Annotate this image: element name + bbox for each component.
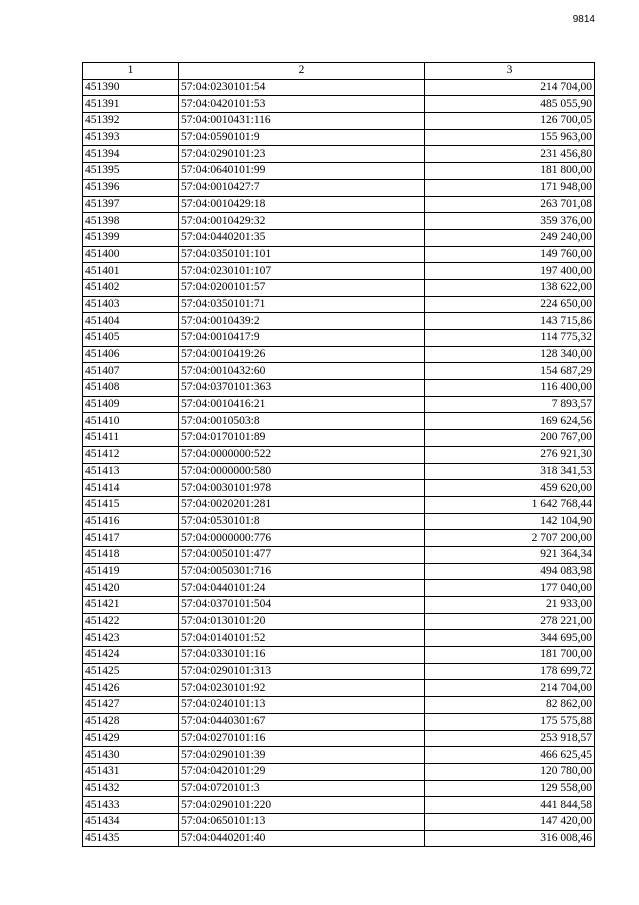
row-number-cell: 451428 — [83, 713, 179, 730]
amount-cell: 82 862,00 — [425, 697, 595, 714]
amount-cell: 128 340,00 — [425, 346, 595, 363]
cadastral-number-cell: 57:04:0000000:776 — [179, 530, 425, 547]
amount-cell: 171 948,00 — [425, 179, 595, 196]
cadastral-number-cell: 57:04:0000000:580 — [179, 463, 425, 480]
table-row — [83, 430, 595, 447]
table-row — [83, 263, 595, 280]
cadastral-number-cell: 57:04:0230101:54 — [179, 79, 425, 96]
table-row — [83, 496, 595, 513]
row-number-cell: 451418 — [83, 546, 179, 563]
amount-cell: 224 650,00 — [425, 296, 595, 313]
row-number-cell: 451424 — [83, 647, 179, 664]
cadastral-number-cell: 57:04:0050301:716 — [179, 563, 425, 580]
table-row — [83, 730, 595, 747]
cadastral-number-cell: 57:04:0590101:9 — [179, 129, 425, 146]
amount-cell: 249 240,00 — [425, 229, 595, 246]
table-header — [83, 63, 595, 80]
row-number-cell: 451412 — [83, 446, 179, 463]
cadastral-number-cell: 57:04:0350101:71 — [179, 296, 425, 313]
amount-cell: 459 620,00 — [425, 480, 595, 497]
table-row — [83, 530, 595, 547]
amount-cell: 466 625,45 — [425, 747, 595, 764]
amount-cell: 2 707 200,00 — [425, 530, 595, 547]
cadastral-number-cell: 57:04:0010432:60 — [179, 363, 425, 380]
table-row — [83, 346, 595, 363]
amount-cell: 197 400,00 — [425, 263, 595, 280]
row-number-cell: 451391 — [83, 96, 179, 113]
amount-cell: 278 221,00 — [425, 613, 595, 630]
cadastral-number-cell: 57:04:0010431:116 — [179, 113, 425, 130]
amount-cell: 231 456,80 — [425, 146, 595, 163]
amount-cell: 154 687,29 — [425, 363, 595, 380]
row-number-cell: 451413 — [83, 463, 179, 480]
row-number-cell: 451408 — [83, 380, 179, 397]
amount-cell: 359 376,00 — [425, 213, 595, 230]
row-number-cell: 451396 — [83, 179, 179, 196]
amount-cell: 494 083,98 — [425, 563, 595, 580]
cadastral-number-cell: 57:04:0720101:3 — [179, 780, 425, 797]
table-row — [83, 313, 595, 330]
row-number-cell: 451394 — [83, 146, 179, 163]
amount-cell: 175 575,88 — [425, 713, 595, 730]
table-row — [83, 663, 595, 680]
table-row — [83, 546, 595, 563]
row-number-cell: 451410 — [83, 413, 179, 430]
table-row — [83, 296, 595, 313]
cadastral-number-cell: 57:04:0290101:220 — [179, 797, 425, 814]
row-number-cell: 451421 — [83, 597, 179, 614]
cadastral-number-cell: 57:04:0370101:504 — [179, 597, 425, 614]
table-row — [83, 196, 595, 213]
table-row — [83, 179, 595, 196]
row-number-cell: 451405 — [83, 330, 179, 347]
cadastral-number-cell: 57:04:0290101:313 — [179, 663, 425, 680]
row-number-cell: 451411 — [83, 430, 179, 447]
amount-cell: 120 780,00 — [425, 763, 595, 780]
amount-cell: 149 760,00 — [425, 246, 595, 263]
cadastral-number-cell: 57:04:0440201:40 — [179, 830, 425, 847]
row-number-cell: 451397 — [83, 196, 179, 213]
table-row — [83, 697, 595, 714]
cadastral-number-cell: 57:04:0270101:16 — [179, 730, 425, 747]
table-row — [83, 380, 595, 397]
amount-cell: 181 800,00 — [425, 163, 595, 180]
cadastral-number-cell: 57:04:0010439:2 — [179, 313, 425, 330]
table-row — [83, 613, 595, 630]
row-number-cell: 451434 — [83, 813, 179, 830]
cadastral-number-cell: 57:04:0050101:477 — [179, 546, 425, 563]
amount-cell: 181 700,00 — [425, 647, 595, 664]
cadastral-number-cell: 57:04:0290101:23 — [179, 146, 425, 163]
cadastral-number-cell: 57:04:0020201:281 — [179, 496, 425, 513]
table-row — [83, 213, 595, 230]
amount-cell: 441 844,58 — [425, 797, 595, 814]
row-number-cell: 451398 — [83, 213, 179, 230]
amount-cell: 214 704,00 — [425, 680, 595, 697]
amount-cell: 126 700,05 — [425, 113, 595, 130]
table-row — [83, 597, 595, 614]
cadastral-number-cell: 57:04:0650101:13 — [179, 813, 425, 830]
cadastral-number-cell: 57:04:0440101:24 — [179, 580, 425, 597]
table-row — [83, 413, 595, 430]
cadastral-number-cell: 57:04:0290101:39 — [179, 747, 425, 764]
table-row — [83, 229, 595, 246]
row-number-cell: 451392 — [83, 113, 179, 130]
amount-cell: 114 775,32 — [425, 330, 595, 347]
table-row — [83, 163, 595, 180]
cadastral-number-cell: 57:04:0230101:107 — [179, 263, 425, 280]
amount-cell: 316 008,46 — [425, 830, 595, 847]
cadastral-number-cell: 57:04:0370101:363 — [179, 380, 425, 397]
cadastral-number-cell: 57:04:0010503:8 — [179, 413, 425, 430]
cadastral-number-cell: 57:04:0030101:978 — [179, 480, 425, 497]
row-number-cell: 451426 — [83, 680, 179, 697]
cadastral-number-cell: 57:04:0010429:32 — [179, 213, 425, 230]
row-number-cell: 451407 — [83, 363, 179, 380]
row-number-cell: 451435 — [83, 830, 179, 847]
table-row — [83, 246, 595, 263]
table-row — [83, 813, 595, 830]
amount-cell: 21 933,00 — [425, 597, 595, 614]
table-row — [83, 647, 595, 664]
table-row — [83, 113, 595, 130]
amount-cell: 253 918,57 — [425, 730, 595, 747]
amount-cell: 344 695,00 — [425, 630, 595, 647]
amount-cell: 276 921,30 — [425, 446, 595, 463]
table-row — [83, 79, 595, 96]
table-row — [83, 513, 595, 530]
column-header-1: 1 — [83, 63, 179, 80]
cadastral-number-cell: 57:04:0240101:13 — [179, 697, 425, 714]
cadastral-number-cell: 57:04:0010429:18 — [179, 196, 425, 213]
registry-table — [82, 62, 595, 847]
table-row — [83, 780, 595, 797]
row-number-cell: 451409 — [83, 396, 179, 413]
amount-cell: 142 104,90 — [425, 513, 595, 530]
row-number-cell: 451430 — [83, 747, 179, 764]
cadastral-number-cell: 57:04:0140101:52 — [179, 630, 425, 647]
cadastral-number-cell: 57:04:0420101:29 — [179, 763, 425, 780]
row-number-cell: 451419 — [83, 563, 179, 580]
row-number-cell: 451402 — [83, 279, 179, 296]
row-number-cell: 451401 — [83, 263, 179, 280]
table-row — [83, 330, 595, 347]
amount-cell: 155 963,00 — [425, 129, 595, 146]
amount-cell: 7 893,57 — [425, 396, 595, 413]
cadastral-number-cell: 57:04:0010417:9 — [179, 330, 425, 347]
row-number-cell: 451416 — [83, 513, 179, 530]
row-number-cell: 451423 — [83, 630, 179, 647]
row-number-cell: 451425 — [83, 663, 179, 680]
row-number-cell: 451400 — [83, 246, 179, 263]
table-row — [83, 463, 595, 480]
table-row — [83, 747, 595, 764]
table-row — [83, 680, 595, 697]
table-row — [83, 363, 595, 380]
row-number-cell: 451420 — [83, 580, 179, 597]
table-row — [83, 797, 595, 814]
amount-cell: 116 400,00 — [425, 380, 595, 397]
amount-cell: 143 715,86 — [425, 313, 595, 330]
row-number-cell: 451415 — [83, 496, 179, 513]
table-row — [83, 713, 595, 730]
amount-cell: 921 364,34 — [425, 546, 595, 563]
cadastral-number-cell: 57:04:0530101:8 — [179, 513, 425, 530]
table-row — [83, 563, 595, 580]
row-number-cell: 451414 — [83, 480, 179, 497]
column-header-2: 2 — [179, 63, 425, 80]
page-number: 9814 — [572, 14, 595, 25]
table-row — [83, 630, 595, 647]
table-row — [83, 96, 595, 113]
table-body — [83, 79, 595, 847]
cadastral-number-cell: 57:04:0000000:522 — [179, 446, 425, 463]
amount-cell: 178 699,72 — [425, 663, 595, 680]
row-number-cell: 451404 — [83, 313, 179, 330]
amount-cell: 169 624,56 — [425, 413, 595, 430]
row-number-cell: 451427 — [83, 697, 179, 714]
cadastral-number-cell: 57:04:0350101:101 — [179, 246, 425, 263]
row-number-cell: 451390 — [83, 79, 179, 96]
table-row — [83, 279, 595, 296]
row-number-cell: 451399 — [83, 229, 179, 246]
row-number-cell: 451393 — [83, 129, 179, 146]
table-row — [83, 480, 595, 497]
row-number-cell: 451403 — [83, 296, 179, 313]
cadastral-number-cell: 57:04:0010427:7 — [179, 179, 425, 196]
table-row — [83, 129, 595, 146]
table-row — [83, 396, 595, 413]
table-row — [83, 580, 595, 597]
amount-cell: 177 040,00 — [425, 580, 595, 597]
row-number-cell: 451417 — [83, 530, 179, 547]
cadastral-number-cell: 57:04:0010416:21 — [179, 396, 425, 413]
row-number-cell: 451429 — [83, 730, 179, 747]
header-row — [83, 63, 595, 80]
row-number-cell: 451395 — [83, 163, 179, 180]
amount-cell: 129 558,00 — [425, 780, 595, 797]
row-number-cell: 451431 — [83, 763, 179, 780]
row-number-cell: 451433 — [83, 797, 179, 814]
amount-cell: 1 642 768,44 — [425, 496, 595, 513]
cadastral-number-cell: 57:04:0170101:89 — [179, 430, 425, 447]
table-row — [83, 146, 595, 163]
row-number-cell: 451422 — [83, 613, 179, 630]
table-row — [83, 830, 595, 847]
cadastral-number-cell: 57:04:0010419:26 — [179, 346, 425, 363]
cadastral-number-cell: 57:04:0230101:92 — [179, 680, 425, 697]
table-row — [83, 763, 595, 780]
amount-cell: 147 420,00 — [425, 813, 595, 830]
column-header-3: 3 — [425, 63, 595, 80]
cadastral-number-cell: 57:04:0330101:16 — [179, 647, 425, 664]
cadastral-number-cell: 57:04:0640101:99 — [179, 163, 425, 180]
cadastral-number-cell: 57:04:0200101:57 — [179, 279, 425, 296]
cadastral-number-cell: 57:04:0130101:20 — [179, 613, 425, 630]
cadastral-number-cell: 57:04:0420101:53 — [179, 96, 425, 113]
amount-cell: 485 055,90 — [425, 96, 595, 113]
cadastral-number-cell: 57:04:0440201:35 — [179, 229, 425, 246]
amount-cell: 214 704,00 — [425, 79, 595, 96]
amount-cell: 263 701,08 — [425, 196, 595, 213]
row-number-cell: 451432 — [83, 780, 179, 797]
table-row — [83, 446, 595, 463]
cadastral-number-cell: 57:04:0440301:67 — [179, 713, 425, 730]
row-number-cell: 451406 — [83, 346, 179, 363]
amount-cell: 200 767,00 — [425, 430, 595, 447]
amount-cell: 318 341,53 — [425, 463, 595, 480]
amount-cell: 138 622,00 — [425, 279, 595, 296]
